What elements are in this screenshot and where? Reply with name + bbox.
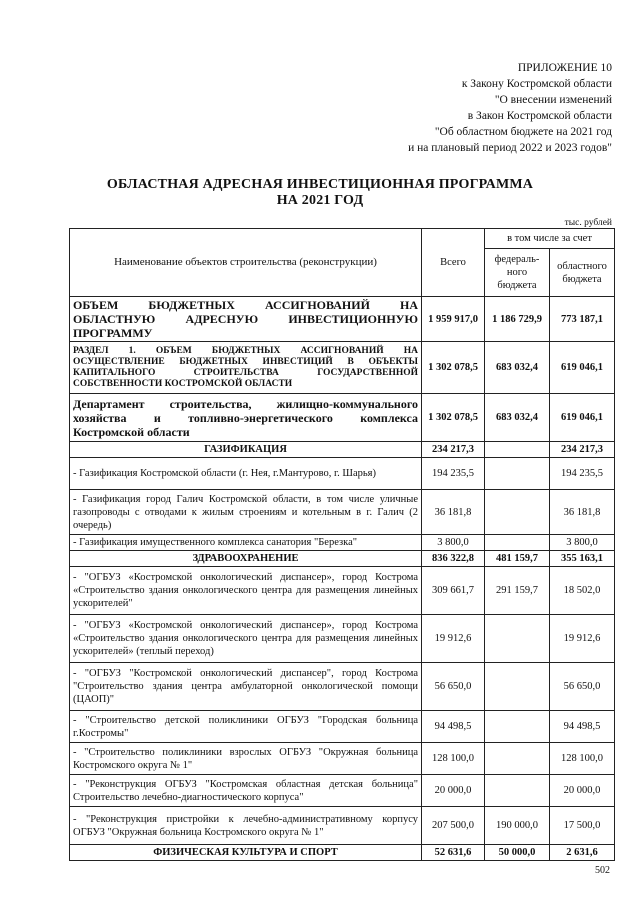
row-total: 19 912,6 <box>422 615 485 663</box>
row-regional: 773 187,1 <box>550 297 615 342</box>
row-regional: 194 235,5 <box>550 458 615 490</box>
row-regional: 18 502,0 <box>550 567 615 615</box>
row-federal <box>485 535 550 551</box>
row-regional: 619 046,1 <box>550 342 615 394</box>
row-regional: 94 498,5 <box>550 711 615 743</box>
row-federal <box>485 442 550 458</box>
table-row <box>70 490 615 535</box>
row-federal: 481 159,7 <box>485 551 550 567</box>
row-total: 3 800,0 <box>422 535 485 551</box>
appendix-line: к Закону Костромской области <box>461 78 612 90</box>
table-row <box>70 342 615 394</box>
row-total: 36 181,8 <box>422 490 485 535</box>
row-name: - "Реконструкция ОГБУЗ "Костромская областная детская больница" Строительство лечебно-диагностического корпуса" <box>70 775 422 807</box>
table-row <box>70 297 615 342</box>
page-title <box>0 177 640 209</box>
row-name: - "ОГБУЗ "Костромской онкологический диспансер", город Кострома "Строительство здания центра амбулаторной онкологической помощи (ЦАОП)" <box>70 663 422 711</box>
title-line-1: ОБЛАСТНАЯ АДРЕСНАЯ ИНВЕСТИЦИОННАЯ ПРОГРАММА <box>106 177 534 192</box>
row-name: ГАЗИФИКАЦИЯ <box>70 442 422 458</box>
row-regional: 20 000,0 <box>550 775 615 807</box>
row-name: ЗДРАВООХРАНЕНИЕ <box>70 551 422 567</box>
row-name: - Газификация город Галич Костромской области, в том числе уличные газопроводы с отводами к жилым строениям и котельным в г. Галич (2 очередь) <box>70 490 422 535</box>
row-total: 1 302 078,5 <box>422 342 485 394</box>
row-regional: 355 163,1 <box>550 551 615 567</box>
appendix-line: в Закон Костромской области <box>467 110 612 122</box>
row-name: ФИЗИЧЕСКАЯ КУЛЬТУРА И СПОРТ <box>70 845 422 861</box>
table-row <box>70 711 615 743</box>
row-federal <box>485 711 550 743</box>
row-total: 1 959 917,0 <box>422 297 485 342</box>
row-name: - "Строительство поликлиники взрослых ОГБУЗ "Окружная больница Костромского округа № 1" <box>70 743 422 775</box>
row-federal <box>485 458 550 490</box>
row-total: 207 500,0 <box>422 807 485 845</box>
row-name: ОБЪЕМ БЮДЖЕТНЫХ АССИГНОВАНИЙ НА ОБЛАСТНУЮ АДРЕСНУЮ ИНВЕСТИЦИОННУЮ ПРОГРАММУ <box>70 297 422 342</box>
page-number: 502 <box>595 865 610 876</box>
table-row <box>70 442 615 458</box>
row-name: - "Строительство детской поликлиники ОГБУЗ "Городская больница г.Костромы" <box>70 711 422 743</box>
row-total: 20 000,0 <box>422 775 485 807</box>
units-label: тыс. рублей <box>564 218 612 228</box>
row-regional: 619 046,1 <box>550 394 615 442</box>
row-regional: 56 650,0 <box>550 663 615 711</box>
table-row <box>70 535 615 551</box>
row-regional: 2 631,6 <box>550 845 615 861</box>
row-name: - "Реконструкция пристройки к лечебно-административному корпусу ОГБУЗ "Окружная больница Костромского округа № 1" <box>70 807 422 845</box>
row-federal: 1 186 729,9 <box>485 297 550 342</box>
table-row <box>70 663 615 711</box>
row-total: 56 650,0 <box>422 663 485 711</box>
row-federal <box>485 490 550 535</box>
header-total: Всего <box>422 229 485 297</box>
row-name: РАЗДЕЛ 1. ОБЪЕМ БЮДЖЕТНЫХ АССИГНОВАНИЙ НА ОСУЩЕСТВЛЕНИЕ БЮДЖЕТНЫХ ИНВЕСТИЦИЙ В ОБЪЕКТЫ КАПИТАЛЬНОГО СТРОИТЕЛЬСТВА ГОСУДАРСТВЕННОЙ СОБСТВЕННОСТИ КОСТРОМСКОЙ ОБЛАСТИ <box>70 342 422 394</box>
appendix-line: "О внесении изменений <box>494 94 612 106</box>
table-row <box>70 567 615 615</box>
row-name: - "ОГБУЗ «Костромской онкологический диспансер», город Кострома «Строительство здания онкологического центра для размещения линейных ускорителей" <box>70 567 422 615</box>
row-federal <box>485 743 550 775</box>
row-federal: 683 032,4 <box>485 394 550 442</box>
row-regional: 17 500,0 <box>550 807 615 845</box>
row-federal <box>485 663 550 711</box>
row-regional: 234 217,3 <box>550 442 615 458</box>
header-federal: федераль-ного бюджета <box>485 249 550 297</box>
row-federal: 291 159,7 <box>485 567 550 615</box>
row-regional: 36 181,8 <box>550 490 615 535</box>
header-name: Наименование объектов строительства (реконструкции) <box>70 229 422 297</box>
appendix-line: ПРИЛОЖЕНИЕ 10 <box>517 62 612 74</box>
row-total: 1 302 078,5 <box>422 394 485 442</box>
table-row <box>70 775 615 807</box>
row-name: - Газификация имущественного комплекса санатория "Березка" <box>70 535 422 551</box>
row-federal <box>485 775 550 807</box>
row-federal: 190 000,0 <box>485 807 550 845</box>
row-total: 309 661,7 <box>422 567 485 615</box>
row-total: 94 498,5 <box>422 711 485 743</box>
table-row <box>70 807 615 845</box>
row-federal: 683 032,4 <box>485 342 550 394</box>
table-row <box>70 615 615 663</box>
row-regional: 19 912,6 <box>550 615 615 663</box>
row-total: 128 100,0 <box>422 743 485 775</box>
table-row <box>70 394 615 442</box>
row-total: 836 322,8 <box>422 551 485 567</box>
row-regional: 3 800,0 <box>550 535 615 551</box>
table-row <box>70 458 615 490</box>
table-row <box>70 551 615 567</box>
title-line-2: НА 2021 ГОД <box>276 193 364 208</box>
row-total: 234 217,3 <box>422 442 485 458</box>
table-row <box>70 845 615 861</box>
row-regional: 128 100,0 <box>550 743 615 775</box>
row-total: 194 235,5 <box>422 458 485 490</box>
row-total: 52 631,6 <box>422 845 485 861</box>
row-name: - Газификация Костромской области (г. Нея, г.Мантурово, г. Шарья) <box>70 458 422 490</box>
appendix-line: "Об областном бюджете на 2021 год <box>434 126 612 138</box>
investment-table <box>69 228 615 861</box>
row-federal <box>485 615 550 663</box>
header-group: в том числе за счет <box>485 229 615 249</box>
appendix-line: и на плановый период 2022 и 2023 годов" <box>408 142 612 154</box>
row-name: - "ОГБУЗ «Костромской онкологический диспансер», город Кострома «Строительство здания онкологического центра для размещения линейных ускорителей» (теплый переход) <box>70 615 422 663</box>
table-row <box>70 743 615 775</box>
appendix-note <box>408 60 612 156</box>
row-federal: 50 000,0 <box>485 845 550 861</box>
header-regional: областного бюджета <box>550 249 615 297</box>
row-name: Департамент строительства, жилищно-коммунального хозяйства и топливно-энергетического комплекса Костромской области <box>70 394 422 442</box>
